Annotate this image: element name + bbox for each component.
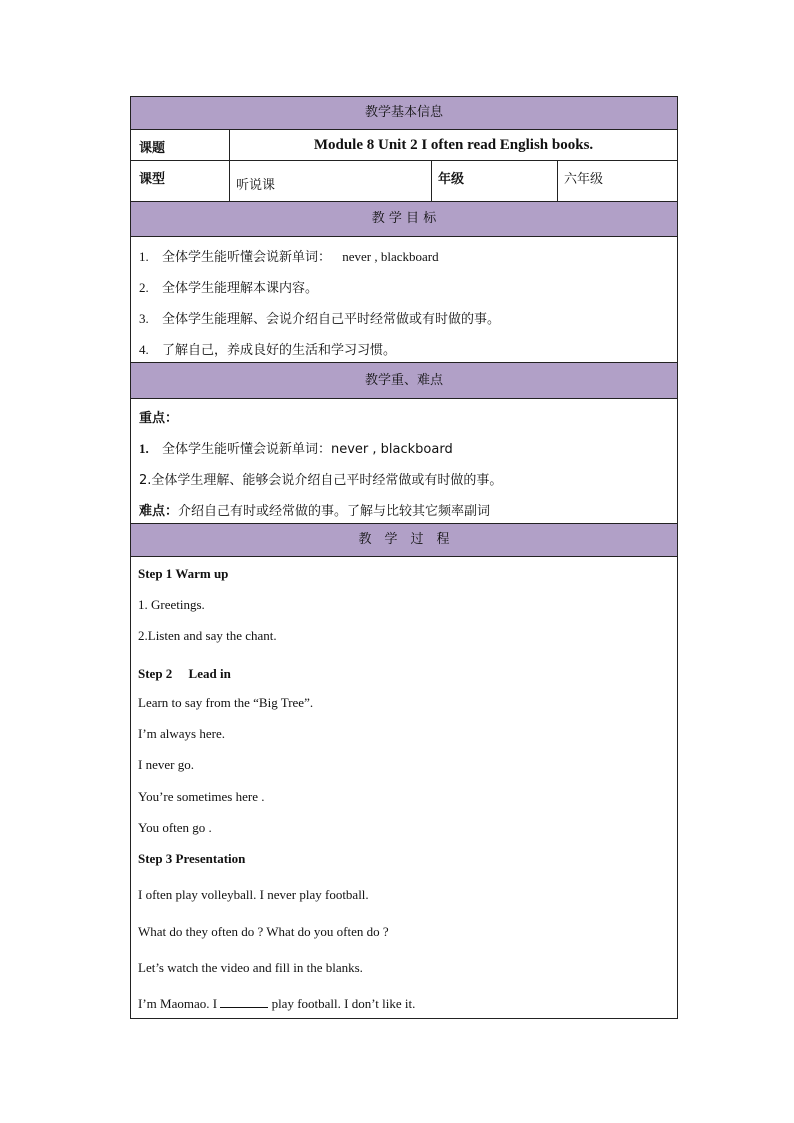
grade-value-cell — [557, 161, 677, 201]
goal-item — [139, 246, 439, 265]
step2-line: I never go. — [138, 757, 194, 772]
goal-number: 2. — [139, 280, 149, 295]
grade-value: 六年级 — [564, 172, 604, 187]
type-grade-row — [130, 160, 678, 201]
fill-blank-before: I’m Maomao. I — [138, 996, 221, 1011]
goal-item — [139, 339, 396, 358]
step2-line: You often go . — [138, 820, 212, 835]
step2-title: Step 2 Lead in — [138, 666, 231, 681]
fill-blank-line — [138, 996, 415, 1012]
key-points-header — [130, 362, 678, 398]
goals-cell — [130, 236, 678, 362]
goal-number: 4. — [139, 342, 149, 357]
goal-item — [139, 277, 318, 296]
process-title: 教 学 过 程 — [358, 532, 450, 547]
key-text: 全体学生能听懂会说新单词：never , blackboard — [162, 442, 453, 457]
goal-number: 1. — [139, 249, 149, 264]
step1-title: Step 1 Warm up — [138, 566, 229, 581]
process-header — [130, 523, 678, 556]
difficult-text: 介绍自己有时或经常做的事。了解与比较其它频率副词 — [178, 504, 491, 519]
step3-line: I often play volleyball. I never play football. — [138, 887, 369, 902]
answer-blank[interactable] — [220, 996, 268, 1008]
topic-label-cell — [131, 130, 229, 160]
goals-header — [130, 201, 678, 236]
key-points-title: 教学重、难点 — [364, 373, 443, 388]
grade-label: 年级 — [438, 172, 465, 187]
step3-line: Let’s watch the video and fill in the blanks. — [138, 960, 363, 975]
topic-value: Module 8 Unit 2 I often read English books. — [313, 137, 594, 153]
goal-text: 全体学生能听懂会说新单词： — [162, 250, 332, 265]
grade-label-cell — [431, 161, 557, 201]
topic-row — [130, 129, 678, 160]
step1-line: 2.Listen and say the chant. — [138, 628, 277, 643]
process-cell — [130, 556, 678, 1019]
type-value-cell — [229, 161, 431, 201]
key-number: 1. — [139, 441, 149, 456]
goal-text: 全体学生能理解、会说介绍自己平时经常做或有时做的事。 — [162, 312, 501, 327]
difficult-label: 难点： — [139, 504, 179, 519]
type-label-cell — [131, 161, 229, 201]
key-label: 重点： — [139, 411, 179, 426]
step1-line: 1. Greetings. — [138, 597, 205, 612]
key-points-cell — [130, 398, 678, 523]
goal-text: 全体学生能理解本课内容。 — [162, 281, 319, 296]
key-item-2: 2.全体学生理解、能够会说介绍自己平时经常做或有时做的事。 — [139, 473, 503, 488]
step3-line: What do they often do ? What do you often do ? — [138, 924, 389, 939]
step2-line: You’re sometimes here . — [138, 789, 265, 804]
goal-text: 了解自己，养成良好的生活和学习习惯。 — [162, 343, 397, 358]
key-item — [139, 438, 453, 457]
goal-extra: never , blackboard — [342, 249, 439, 264]
topic-value-cell — [229, 130, 677, 160]
goals-title: 教 学 目 标 — [371, 211, 437, 226]
basic-info-title: 教学基本信息 — [364, 105, 443, 120]
type-label: 课型 — [139, 172, 166, 187]
step3-title: Step 3 Presentation — [138, 851, 246, 866]
difficult-point — [139, 500, 490, 519]
basic-info-header — [130, 96, 678, 129]
fill-blank-after: play football. I don’t like it. — [268, 996, 416, 1011]
topic-label: 课题 — [139, 141, 166, 156]
step2-line: I’m always here. — [138, 726, 225, 741]
goal-number: 3. — [139, 311, 149, 326]
goal-item — [139, 308, 500, 327]
type-value: 听说课 — [236, 178, 276, 193]
step2-line: Learn to say from the “Big Tree”. — [138, 695, 314, 710]
